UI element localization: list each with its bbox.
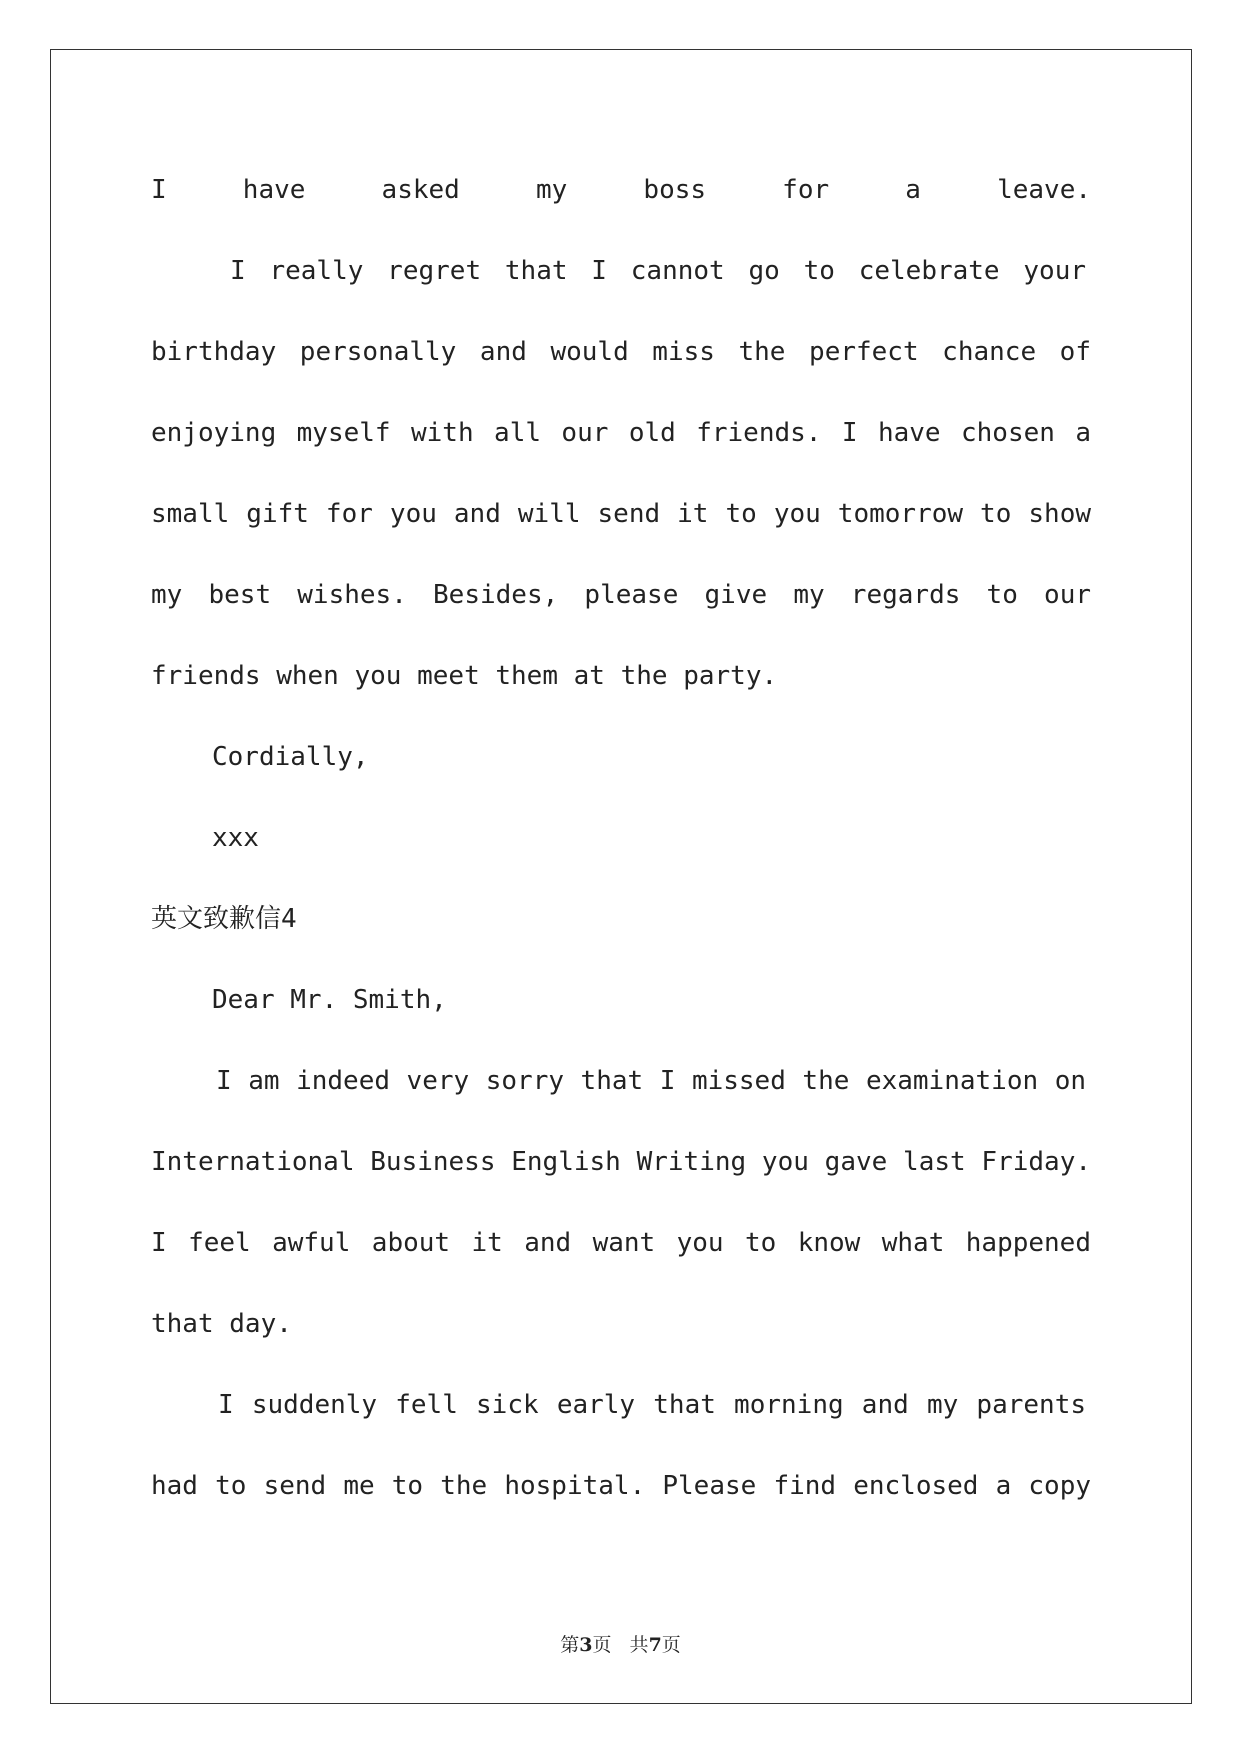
page-footer xyxy=(0,1630,1241,1657)
body-line-8: I am indeed very sorry that I missed the examination on xyxy=(216,1066,1086,1096)
body-line-11: that day. xyxy=(151,1309,292,1339)
body-line-12: I suddenly fell sick early that morning and my parents xyxy=(218,1390,1086,1420)
body-line-10: I feel awful about it and want you to know what happened xyxy=(151,1228,1091,1258)
body-line-9: International Business English Writing you gave last Friday. xyxy=(151,1147,1091,1177)
salutation-line: Dear Mr. Smith, xyxy=(212,985,447,1015)
section-heading: 英文致歉信4 xyxy=(151,904,297,934)
signature-line: xxx xyxy=(212,823,259,853)
page-border xyxy=(50,49,1192,1704)
body-line-1: I have asked my boss for a leave. xyxy=(151,175,1091,205)
body-line-6: my best wishes. Besides, please give my regards to our xyxy=(151,580,1091,610)
closing-line: Cordially, xyxy=(212,742,369,772)
body-line-7: friends when you meet them at the party. xyxy=(151,661,778,691)
footer-mid: 页 共 xyxy=(592,1634,649,1656)
footer-page-number: 3 xyxy=(579,1634,593,1656)
body-line-3: birthday personally and would miss the perfect chance of xyxy=(151,337,1091,367)
body-line-2: I really regret that I cannot go to celebrate your xyxy=(230,256,1086,286)
footer-prefix: 第 xyxy=(560,1634,580,1656)
footer-suffix: 页 xyxy=(661,1634,681,1656)
body-line-13: had to send me to the hospital. Please find enclosed a copy xyxy=(151,1471,1091,1501)
body-line-5: small gift for you and will send it to you tomorrow to show xyxy=(151,499,1091,529)
body-line-4: enjoying myself with all our old friends. I have chosen a xyxy=(151,418,1091,448)
footer-total-pages: 7 xyxy=(648,1634,662,1656)
